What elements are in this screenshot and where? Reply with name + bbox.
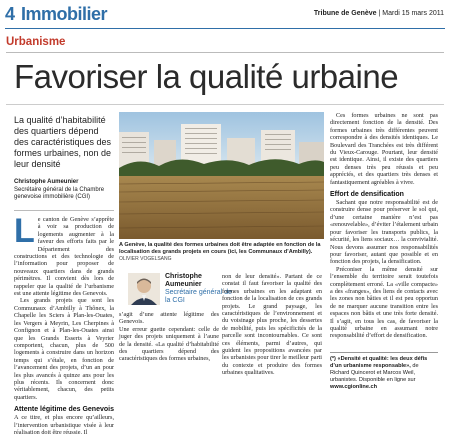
paragraph: Sachant que notre responsabilité est de construire dense pour préserver le sol qui, d’une certaine manière n’est pas «renouvelable», d’éviter l’étalement urbain pour favoriser les transports publics, la sécurité, les liens sociaux… la convivialité. Nous devons assumer nos responsabilités pour favoriser, autant que possible et en fonction des projets, la densification. — [330, 199, 438, 266]
paragraph: Les grands projets que sont les Communaux d’Ambilly à Thônex, la Chapelle les Sciers à Plan-les-Ouates, les Vergers à Meyrin, Les Cherpines à Confignon et à Plan-les-Ouates ainsi que les Grands Esserts à Veyrier comportent, chacun, plus de 500 logements à construire dans un horizon temps qui s’étale, en fonction de l’avancement des projets, d’un an pour les plus avancés à quinze ans pour les plus récents. Ils concernent donc véritablement, chacun, des petits quartiers. — [14, 297, 114, 401]
paragraph: Ces formes urbaines ne sont pas directement fonction de la densité. Des formes urbaines très différentes peuvent correspondre à des densités identiques. Le Boulevard des Tranchées est très différent du Vieux-Carouge. Pourtant, leur densité est identique. Ainsi, il existe des quartiers peu denses très peu réussis et peu appréciés, et des quartiers très denses et fantastiquement agréables à vivre. — [330, 112, 438, 186]
pullquote-role: Secrétaire général de la CGI — [165, 289, 232, 304]
paragraph: e canton de Genève s’apprête à voir sa production de logements augmenter à la faveur des efforts faits par le Département des constructions et des technologie de l’information pour proposer de nouveaux quartiers dans de grands périmètres. Il convient dès lors de rappeler que la qualité de l’urbanisme est une attente légitime des Genevois. — [14, 216, 114, 298]
header-rule — [5, 28, 445, 29]
column-1 — [14, 212, 114, 436]
publication-date: Mardi 15 mars 2011 — [382, 10, 444, 17]
photo-credit: OLIVIER VOGELSANG — [119, 256, 172, 262]
section-name: Immobilier — [21, 4, 108, 24]
publication-line: Tribune de Genève | Mardi 15 mars 2011 — [313, 10, 444, 17]
reference-link[interactable]: www.cgionline.ch — [330, 384, 378, 390]
column-2b: non de leur densité». Partant de ce constat il faut favoriser la qualité des formes urbaines en les adaptant en fonction de la localisation de ces grands projets. Le grand paysage, les caractéristiques de l’environnement et du voisinage plus proche, les dessertes de mobilité, puis les spécificités de la parcelle sont incontournables. Ce sont ces éléments, parmi d’autres, qui guident les propositions avancées par les urbanistes pour tirer le meilleur parti du contexte et produire des formes urbaines qualitatives. — [222, 273, 322, 377]
rubric: Urbanisme — [6, 36, 66, 48]
rubric-rule — [6, 52, 444, 53]
author-name: Christophe Aumeunier — [14, 179, 79, 185]
subheading: Effort de densification — [330, 191, 404, 199]
page-header — [0, 0, 450, 28]
portrait-icon — [128, 273, 160, 305]
article-lede: La qualité d’habitabilité des quartiers dépend des caractéristiques des formes urbaines, non de leur densité — [14, 115, 112, 169]
reference-box — [330, 352, 438, 391]
column-4 — [330, 112, 438, 340]
paragraph: Préconiser la même densité sur l’ensemble du territoire serait toutefois complètement erroné. La «ville compacte» a des «franges», des liens de contacts avec les zones non bâties et il est peu opportun de ne marquer aucune transition entre les espaces non bâtis et une très forte densité. Il s’agit, en tous les cas, de favoriser la qualité urbaine en assumant notre responsabilité d’effort de densification. — [330, 265, 438, 340]
author-block — [14, 179, 114, 202]
publication-name: Tribune de Genève — [313, 10, 377, 17]
drop-cap: L — [14, 212, 35, 250]
reference-text: de Richard Quincerot et Marcos Weil, urbanistes. Disponible en ligne sur — [330, 363, 419, 383]
author-rule — [14, 210, 114, 211]
photo-caption — [119, 242, 324, 263]
subheading: Attente légitime des Genevois — [14, 406, 114, 414]
page-heading — [5, 4, 107, 25]
article-title: Favoriser la qualité urbaine — [14, 58, 399, 95]
field-buildings-photo — [119, 112, 324, 239]
paragraph: A ce titre, et plus encore qu’ailleurs, l’intervention urbanistique visée à leur réalisation doit être réussie. Il — [14, 414, 114, 436]
title-rule — [6, 104, 444, 105]
column-2a: s’agit d’une attente légitime des Genevois. Une erreur guette cependant: celle de juger des projets uniquement à l’aune de la densité. «La qualité d’habitabilité des quartiers dépend des caractéristiques des formes urbaines, — [119, 311, 219, 363]
pullquote-name: Christophe Aumeunier — [165, 273, 202, 288]
page-number: 4 — [5, 4, 15, 24]
caption-text: A Genève, la qualité des formes urbaines doit être adaptée en fonction de la localisation des grands projets en cours (ici, les Communaux d’Ambilly). — [119, 242, 321, 255]
reference-title: (*) «Densité et qualité: les deux défis d’un urbanisme responsable», — [330, 356, 428, 369]
article-photo — [119, 112, 324, 239]
author-portrait — [128, 273, 160, 305]
author-role: Secrétaire général de la Chambre genevoise immobilière (CGI) — [14, 186, 105, 200]
